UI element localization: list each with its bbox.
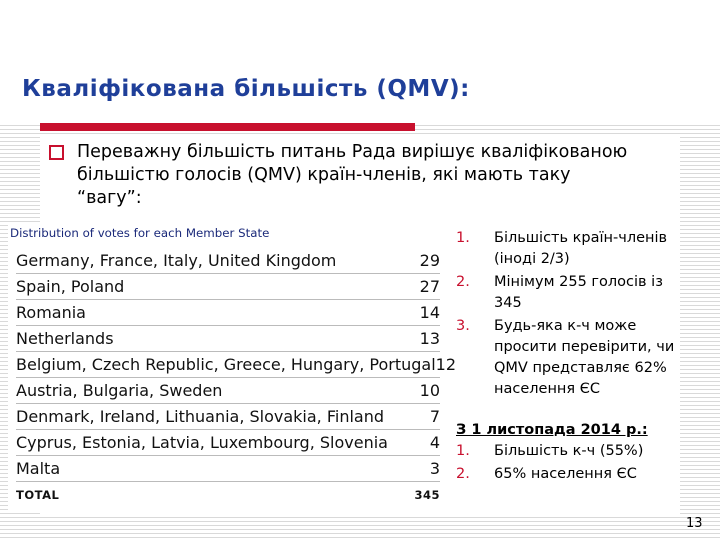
- list-number: 2.: [456, 466, 470, 482]
- row-votes: 7: [429, 406, 440, 426]
- row-votes: 3: [429, 458, 440, 478]
- slide-title: Кваліфікована більшість (QMV):: [22, 76, 470, 102]
- table-row: [16, 351, 456, 377]
- list-item: [456, 441, 680, 462]
- list-text: Мінімум 255 голосів із 345: [494, 274, 663, 311]
- list-item: [456, 228, 680, 270]
- row-countries: Germany, France, Italy, United Kingdom: [16, 250, 337, 270]
- row-votes: 29: [419, 250, 440, 270]
- subheading-2014: З 1 листопада 2014 р.:: [456, 422, 648, 438]
- row-countries: Spain, Poland: [16, 276, 125, 296]
- list-number: 1.: [456, 443, 470, 459]
- row-countries: Netherlands: [16, 328, 114, 348]
- table-row: [16, 403, 440, 429]
- list-text: Більшість к-ч (55%): [494, 443, 644, 459]
- page-number: 13: [686, 516, 703, 531]
- list-item: [456, 272, 680, 314]
- list-text: 65% населення ЄС: [494, 466, 637, 482]
- title-accent-bar: [40, 123, 415, 131]
- list-item: [456, 464, 680, 485]
- table-row: [16, 429, 440, 455]
- table-row: [16, 273, 440, 299]
- list-number: 3.: [456, 318, 470, 334]
- total-label: TOTAL: [16, 488, 60, 502]
- table-row: [16, 377, 440, 403]
- row-countries: Romania: [16, 302, 86, 322]
- table-total-row: [16, 482, 440, 508]
- list-text: Будь-яка к-ч може просити перевірити, чи QMV представляє 62% населення ЄС: [494, 318, 675, 397]
- row-votes: 12: [435, 354, 456, 374]
- total-votes: 345: [414, 488, 440, 502]
- list-text: Більшість країн-членів (іноді 2/3): [494, 230, 668, 267]
- row-countries: Cyprus, Estonia, Latvia, Luxembourg, Slovenia: [16, 432, 388, 452]
- row-countries: Malta: [16, 458, 61, 478]
- list-number: 1.: [456, 230, 470, 246]
- main-bullet-text: Переважну більшість питань Рада вирішує кваліфікованою більшістю голосів (QMV) країн-членів, які мають таку “вагу”:: [77, 142, 628, 208]
- table-row: [16, 247, 440, 273]
- row-countries: Austria, Bulgaria, Sweden: [16, 380, 223, 400]
- table-row: [16, 455, 440, 481]
- list-number: 2.: [456, 274, 470, 290]
- table-row: [16, 299, 440, 325]
- conditions-list: [456, 228, 680, 487]
- row-votes: 4: [429, 432, 440, 452]
- row-votes: 10: [419, 380, 440, 400]
- table-row: [16, 325, 440, 351]
- row-votes: 14: [419, 302, 440, 322]
- row-countries: Denmark, Ireland, Lithuania, Slovakia, Finland: [16, 406, 385, 426]
- row-votes: 13: [419, 328, 440, 348]
- row-countries: Belgium, Czech Republic, Greece, Hungary, Portugal: [16, 354, 436, 374]
- row-votes: 27: [419, 276, 440, 296]
- votes-table-caption: Distribution of votes for each Member State: [10, 226, 270, 240]
- square-bullet-icon: [49, 145, 64, 160]
- list-item: [456, 316, 680, 400]
